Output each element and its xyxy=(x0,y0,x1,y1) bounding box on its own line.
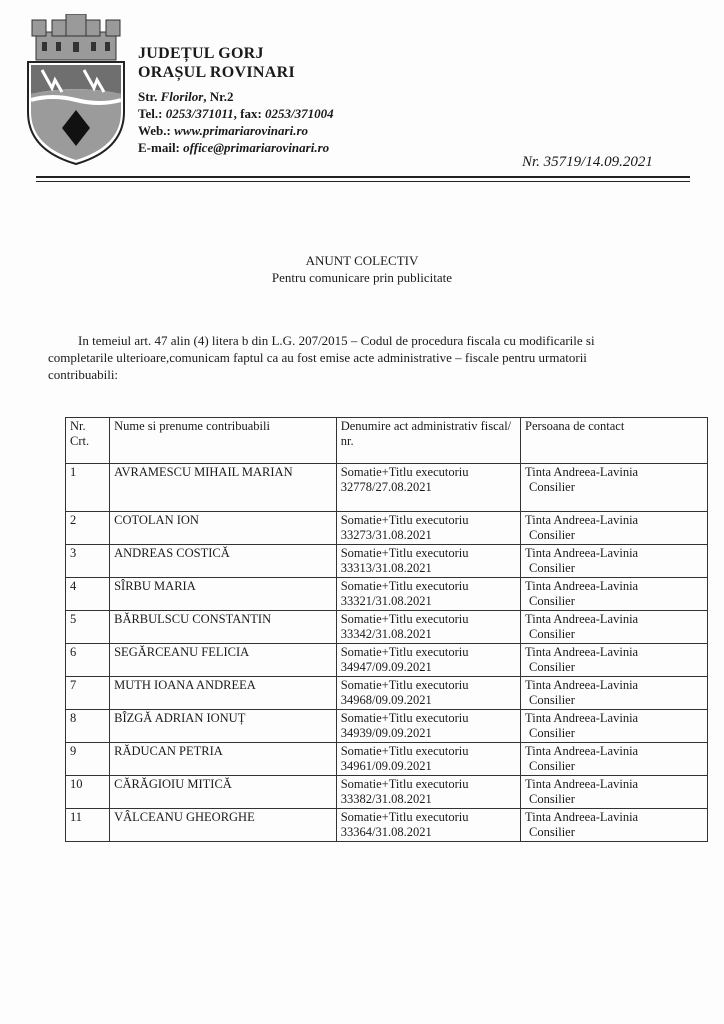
contact-name: Tinta Andreea-Lavinia xyxy=(525,678,639,692)
row-nr: 4 xyxy=(66,578,110,611)
website-link[interactable]: www.primariarovinari.ro xyxy=(174,123,309,138)
act-type: Somatie+Titlu executoriu xyxy=(340,513,469,527)
contact-role: Consilier xyxy=(529,660,575,674)
row-contact xyxy=(521,464,708,512)
row-name: ANDREAS COSTICĂ xyxy=(110,545,337,578)
contact-name: Tinta Andreea-Lavinia xyxy=(525,645,639,659)
row-contact xyxy=(521,545,708,578)
table-row xyxy=(66,545,708,578)
row-act xyxy=(336,710,520,743)
row-act xyxy=(336,644,520,677)
act-number: 33382/31.08.2021 xyxy=(340,792,432,806)
header-name: Nume si prenume contribuabili xyxy=(110,418,337,464)
contact-name: Tinta Andreea-Lavinia xyxy=(525,744,639,758)
row-nr: 6 xyxy=(66,644,110,677)
county-name: JUDEȚUL GORJ xyxy=(138,45,264,62)
table-row xyxy=(66,611,708,644)
act-number: 34939/09.09.2021 xyxy=(340,726,432,740)
row-contact xyxy=(521,677,708,710)
row-contact xyxy=(521,776,708,809)
coat-of-arms-crest xyxy=(22,14,130,166)
intro-paragraph: In temeiul art. 47 alin (4) litera b din L.G. 207/2015 – Codul de procedura fiscala cu modificarile si completarile ulterioare,comunicam faptul ca au fost emise acte administrative – fiscale pentru urmatorii contribuabili: xyxy=(48,333,595,382)
row-name: SÎRBU MARIA xyxy=(110,578,337,611)
row-name: BĂRBULSCU CONSTANTIN xyxy=(110,611,337,644)
row-name: RĂDUCAN PETRIA xyxy=(110,743,337,776)
row-act xyxy=(336,809,520,842)
row-contact xyxy=(521,809,708,842)
act-number: 34968/09.09.2021 xyxy=(340,693,432,707)
row-contact xyxy=(521,743,708,776)
row-act xyxy=(336,545,520,578)
contact-role: Consilier xyxy=(529,759,575,773)
contact-name: Tinta Andreea-Lavinia xyxy=(525,546,639,560)
row-nr: 10 xyxy=(66,776,110,809)
row-act xyxy=(336,677,520,710)
row-act xyxy=(336,611,520,644)
table-header-row xyxy=(66,418,708,464)
row-nr: 7 xyxy=(66,677,110,710)
contact-name: Tinta Andreea-Lavinia xyxy=(525,465,639,479)
header-nr: Nr. Crt. xyxy=(66,418,110,464)
table-row xyxy=(66,464,708,512)
row-name: BÎZGĂ ADRIAN IONUȚ xyxy=(110,710,337,743)
contact-role: Consilier xyxy=(529,627,575,641)
row-nr: 1 xyxy=(66,464,110,512)
table-row xyxy=(66,677,708,710)
table-row xyxy=(66,710,708,743)
table-row xyxy=(66,578,708,611)
table-row xyxy=(66,776,708,809)
header-rule-thin xyxy=(36,181,690,182)
row-name: COTOLAN ION xyxy=(110,512,337,545)
row-act xyxy=(336,512,520,545)
act-type: Somatie+Titlu executoriu xyxy=(340,810,469,824)
taxpayers-table xyxy=(65,417,708,842)
web-line: Web.: www.primariarovinari.ro xyxy=(138,123,309,138)
row-contact xyxy=(521,611,708,644)
street-name: Florilor xyxy=(160,89,204,104)
header-rule-thick xyxy=(36,176,690,178)
phone-fax-line: Tel.: 0253/371011, fax: 0253/371004 xyxy=(138,106,334,121)
act-type: Somatie+Titlu executoriu xyxy=(340,612,469,626)
email-link[interactable]: office@primariarovinari.ro xyxy=(183,140,330,155)
contact-role: Consilier xyxy=(529,825,575,839)
act-number: 33321/31.08.2021 xyxy=(340,594,432,608)
act-type: Somatie+Titlu executoriu xyxy=(340,678,469,692)
row-contact xyxy=(521,578,708,611)
row-act xyxy=(336,578,520,611)
row-nr: 9 xyxy=(66,743,110,776)
contact-name: Tinta Andreea-Lavinia xyxy=(525,612,639,626)
contact-role: Consilier xyxy=(529,726,575,740)
contact-name: Tinta Andreea-Lavinia xyxy=(525,810,639,824)
row-nr: 8 xyxy=(66,710,110,743)
act-number: 33342/31.08.2021 xyxy=(340,627,432,641)
row-name: VÂLCEANU GHEORGHE xyxy=(110,809,337,842)
contact-name: Tinta Andreea-Lavinia xyxy=(525,579,639,593)
act-type: Somatie+Titlu executoriu xyxy=(340,579,469,593)
table-row xyxy=(66,644,708,677)
row-contact xyxy=(521,710,708,743)
act-number: 33364/31.08.2021 xyxy=(340,825,432,839)
act-type: Somatie+Titlu executoriu xyxy=(340,465,469,479)
contact-role: Consilier xyxy=(529,594,575,608)
town-name: ORAȘUL ROVINARI xyxy=(138,64,295,81)
row-nr: 5 xyxy=(66,611,110,644)
row-name: MUTH IOANA ANDREEA xyxy=(110,677,337,710)
document-number: Nr. 35719/14.09.2021 xyxy=(522,154,653,170)
act-type: Somatie+Titlu executoriu xyxy=(340,744,469,758)
row-name: CĂRĂGIOIU MITICĂ xyxy=(110,776,337,809)
table-row xyxy=(66,809,708,842)
act-type: Somatie+Titlu executoriu xyxy=(340,711,469,725)
row-nr: 2 xyxy=(66,512,110,545)
row-contact xyxy=(521,512,708,545)
phone-number: 0253/371011 xyxy=(165,106,234,121)
contact-name: Tinta Andreea-Lavinia xyxy=(525,711,639,725)
contact-name: Tinta Andreea-Lavinia xyxy=(525,513,639,527)
institution-header xyxy=(138,44,334,156)
act-type: Somatie+Titlu executoriu xyxy=(340,645,469,659)
announcement-title: ANUNT COLECTIV xyxy=(305,253,419,268)
contact-role: Consilier xyxy=(529,528,575,542)
act-number: 33273/31.08.2021 xyxy=(340,528,432,542)
act-number: 34961/09.09.2021 xyxy=(340,759,432,773)
row-act xyxy=(336,776,520,809)
announcement-title-block xyxy=(0,252,724,286)
row-act xyxy=(336,743,520,776)
address-line: Str. Florilor, Nr.2 xyxy=(138,89,234,104)
contact-role: Consilier xyxy=(529,480,575,494)
act-number: 33313/31.08.2021 xyxy=(340,561,432,575)
row-act xyxy=(336,464,520,512)
announcement-subtitle: Pentru comunicare prin publicitate xyxy=(271,270,453,285)
act-type: Somatie+Titlu executoriu xyxy=(340,546,469,560)
table-row xyxy=(66,743,708,776)
row-nr: 11 xyxy=(66,809,110,842)
row-nr: 3 xyxy=(66,545,110,578)
fax-number: 0253/371004 xyxy=(265,106,334,121)
contact-role: Consilier xyxy=(529,792,575,806)
contact-role: Consilier xyxy=(529,693,575,707)
email-line: E-mail: office@primariarovinari.ro xyxy=(138,140,330,155)
header-act: Denumire act administrativ fiscal/ nr. xyxy=(336,418,520,464)
contact-role: Consilier xyxy=(529,561,575,575)
row-name: AVRAMESCU MIHAIL MARIAN xyxy=(110,464,337,512)
act-type: Somatie+Titlu executoriu xyxy=(340,777,469,791)
row-contact xyxy=(521,644,708,677)
row-name: SEGĂRCEANU FELICIA xyxy=(110,644,337,677)
act-number: 32778/27.08.2021 xyxy=(340,480,432,494)
contact-name: Tinta Andreea-Lavinia xyxy=(525,777,639,791)
table-row xyxy=(66,512,708,545)
header-contact: Persoana de contact xyxy=(521,418,708,464)
act-number: 34947/09.09.2021 xyxy=(340,660,432,674)
